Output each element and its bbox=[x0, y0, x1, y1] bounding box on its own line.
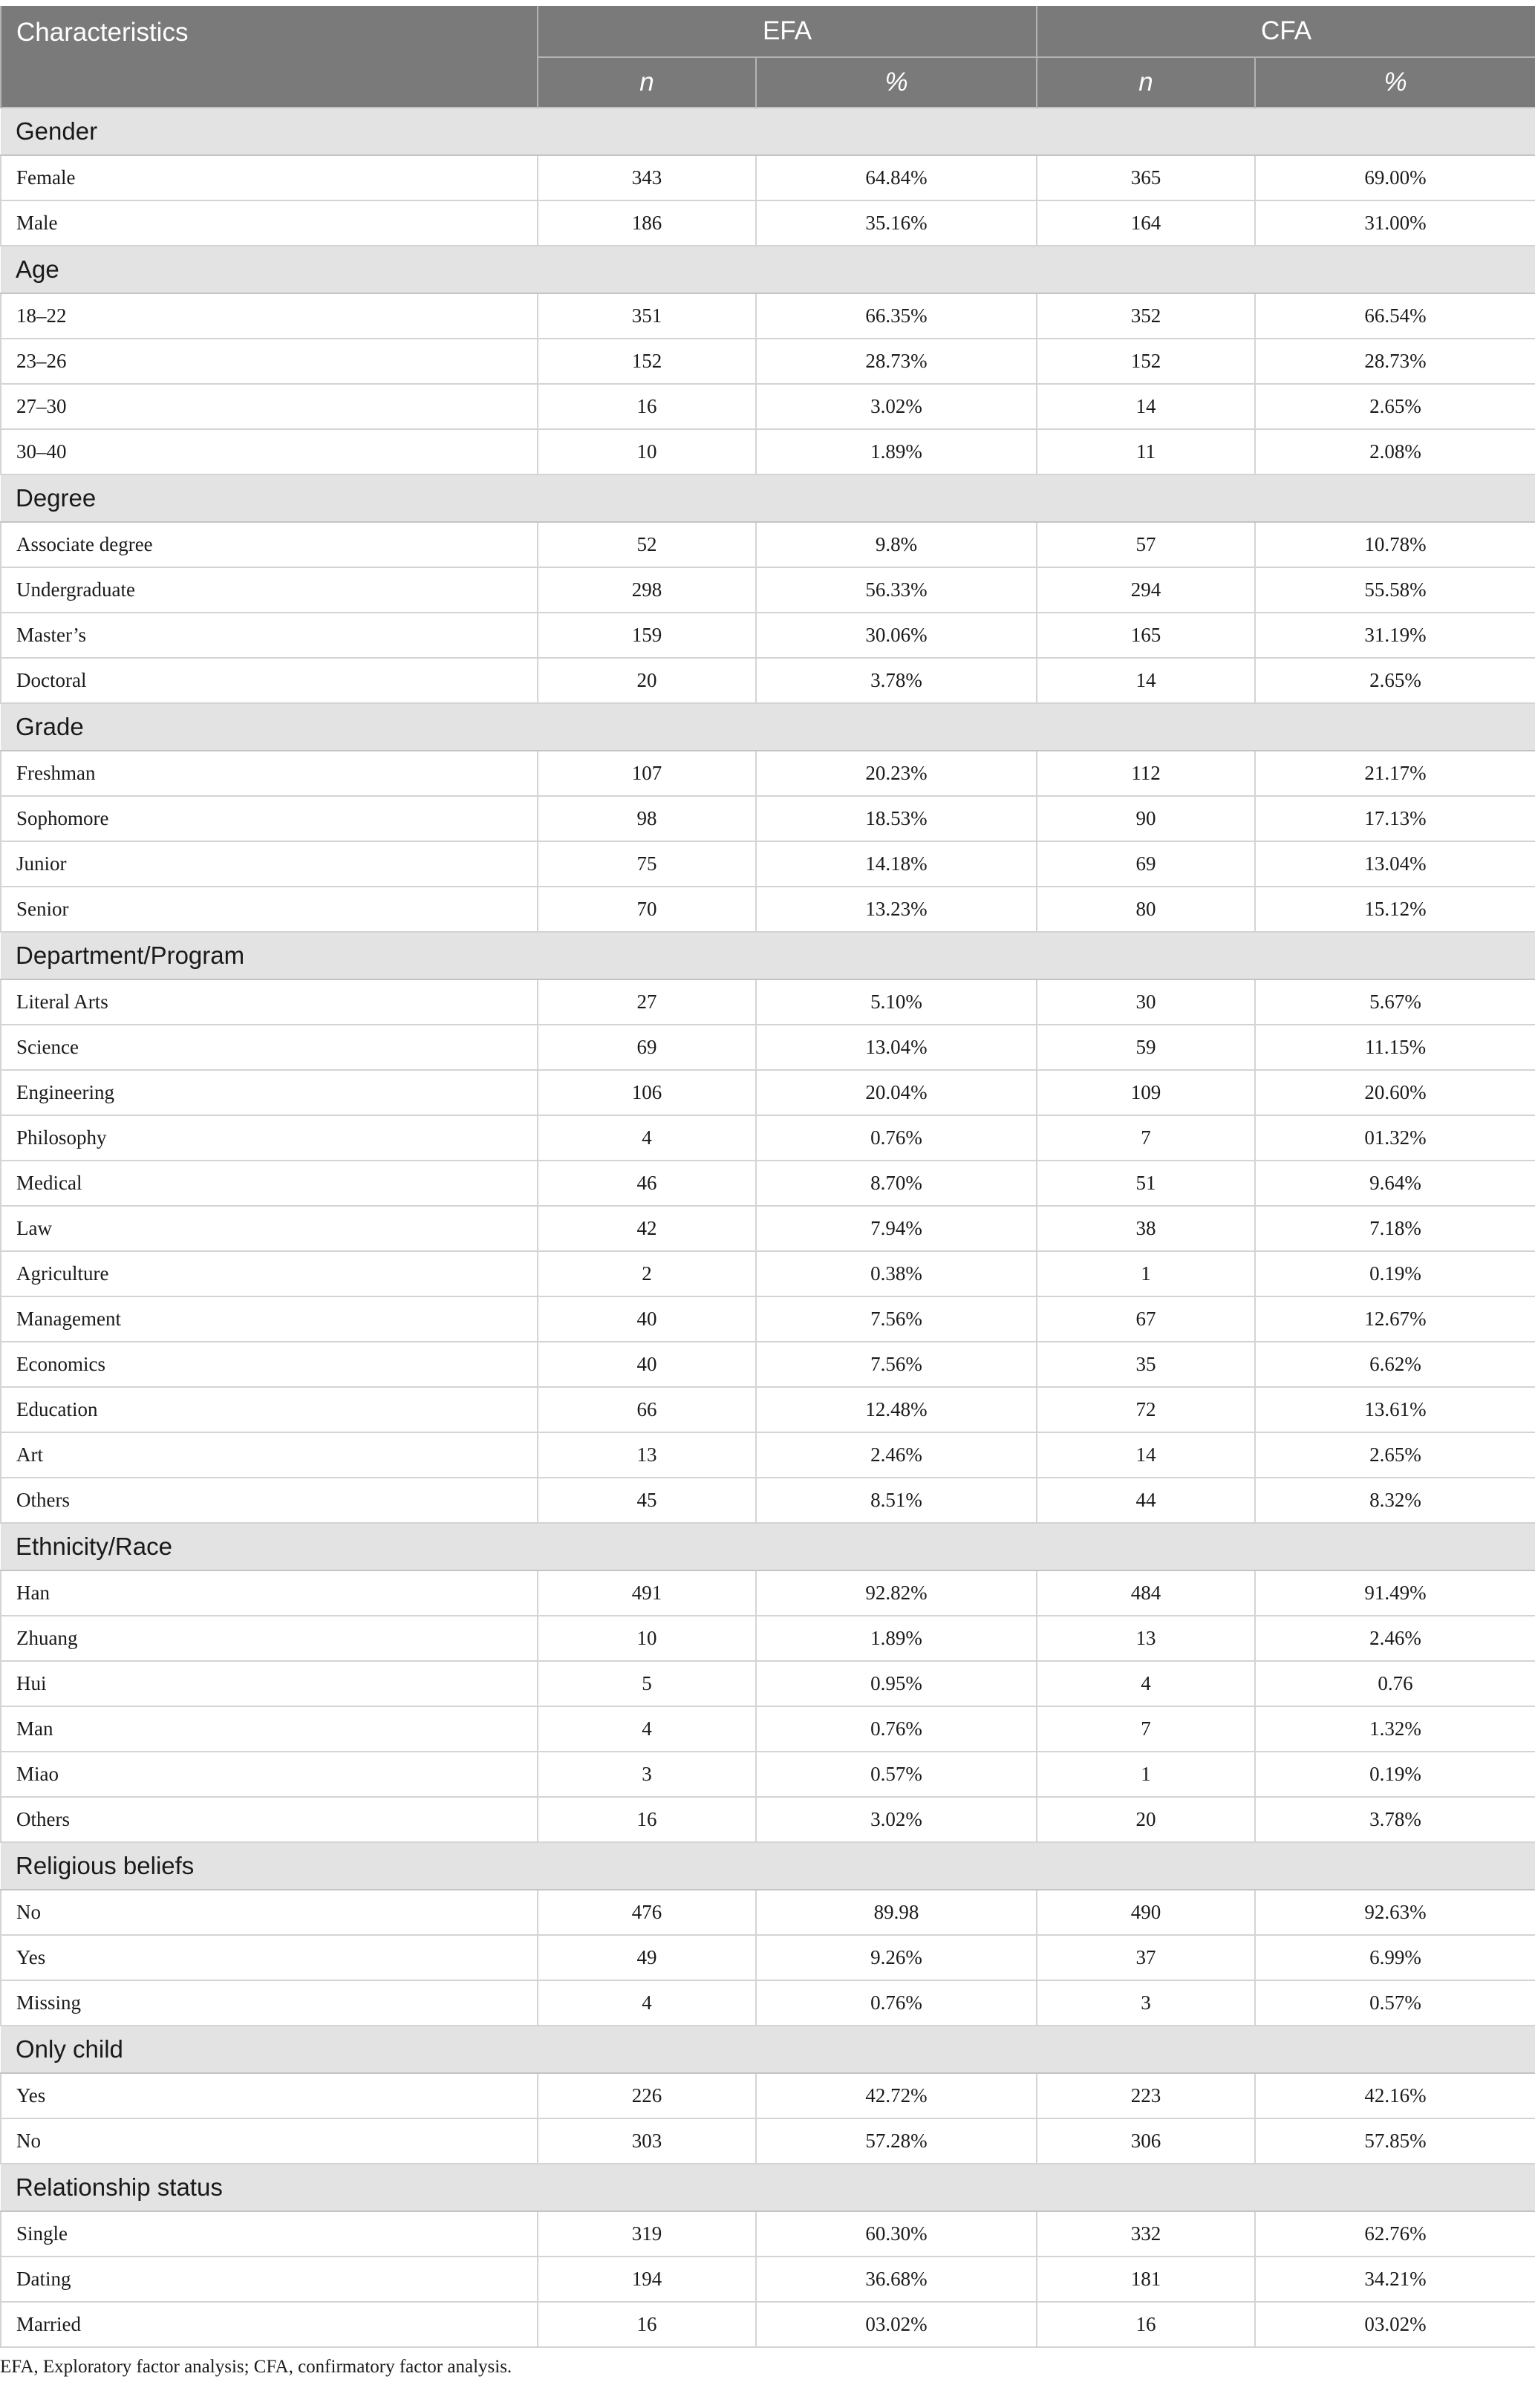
cell-efa-pct: 64.84% bbox=[756, 155, 1037, 200]
cell-label: Married bbox=[1, 2302, 538, 2347]
cell-efa-pct: 7.56% bbox=[756, 1342, 1037, 1387]
cell-cfa-n: 44 bbox=[1037, 1478, 1255, 1523]
cell-efa-n: 343 bbox=[538, 155, 756, 200]
cell-efa-pct: 03.02% bbox=[756, 2302, 1037, 2347]
cell-efa-n: 5 bbox=[538, 1661, 756, 1706]
table-row bbox=[1, 2211, 1535, 2257]
section-title: Ethnicity/Race bbox=[1, 1523, 1535, 1570]
cell-cfa-n: 72 bbox=[1037, 1387, 1255, 1432]
table-row bbox=[1, 200, 1535, 246]
table-row bbox=[1, 1797, 1535, 1842]
cell-cfa-pct: 3.78% bbox=[1255, 1797, 1535, 1842]
cell-cfa-pct: 0.76 bbox=[1255, 1661, 1535, 1706]
cell-cfa-n: 14 bbox=[1037, 658, 1255, 703]
section-row bbox=[1, 703, 1535, 751]
cell-efa-pct: 0.38% bbox=[756, 1251, 1037, 1296]
cell-cfa-n: 490 bbox=[1037, 1890, 1255, 1935]
cell-label: Female bbox=[1, 155, 538, 200]
cell-efa-pct: 0.76% bbox=[756, 1706, 1037, 1752]
cell-cfa-pct: 55.58% bbox=[1255, 567, 1535, 613]
cell-efa-pct: 20.23% bbox=[756, 751, 1037, 796]
cell-efa-n: 52 bbox=[538, 522, 756, 567]
table-row bbox=[1, 887, 1535, 932]
cell-efa-pct: 60.30% bbox=[756, 2211, 1037, 2257]
section-title: Relationship status bbox=[1, 2164, 1535, 2211]
cell-cfa-pct: 31.19% bbox=[1255, 613, 1535, 658]
cell-efa-n: 40 bbox=[538, 1342, 756, 1387]
table-row bbox=[1, 1251, 1535, 1296]
table-row bbox=[1, 339, 1535, 384]
cell-cfa-pct: 62.76% bbox=[1255, 2211, 1535, 2257]
cell-efa-pct: 92.82% bbox=[756, 1570, 1037, 1616]
cell-efa-n: 49 bbox=[538, 1935, 756, 1980]
cell-label: Others bbox=[1, 1478, 538, 1523]
cell-cfa-pct: 13.04% bbox=[1255, 841, 1535, 887]
cell-cfa-pct: 66.54% bbox=[1255, 293, 1535, 339]
table-row bbox=[1, 1570, 1535, 1616]
cell-label: Master’s bbox=[1, 613, 538, 658]
cell-label: Male bbox=[1, 200, 538, 246]
table-row bbox=[1, 1661, 1535, 1706]
cell-efa-pct: 8.51% bbox=[756, 1478, 1037, 1523]
cell-cfa-n: 20 bbox=[1037, 1797, 1255, 1842]
table-row bbox=[1, 1387, 1535, 1432]
cell-efa-pct: 35.16% bbox=[756, 200, 1037, 246]
cell-label: Sophomore bbox=[1, 796, 538, 841]
cell-cfa-pct: 0.19% bbox=[1255, 1251, 1535, 1296]
cell-cfa-n: 112 bbox=[1037, 751, 1255, 796]
cell-label: Yes bbox=[1, 2073, 538, 2118]
cell-cfa-n: 16 bbox=[1037, 2302, 1255, 2347]
cell-label: Science bbox=[1, 1025, 538, 1070]
cell-efa-pct: 57.28% bbox=[756, 2118, 1037, 2164]
cell-label: Management bbox=[1, 1296, 538, 1342]
cell-efa-pct: 28.73% bbox=[756, 339, 1037, 384]
cell-efa-pct: 1.89% bbox=[756, 1616, 1037, 1661]
cell-label: Agriculture bbox=[1, 1251, 538, 1296]
cell-efa-pct: 9.8% bbox=[756, 522, 1037, 567]
cell-efa-pct: 0.57% bbox=[756, 1752, 1037, 1797]
cfa-n-header: n bbox=[1037, 57, 1255, 108]
cell-label: Dating bbox=[1, 2257, 538, 2302]
cell-cfa-pct: 92.63% bbox=[1255, 1890, 1535, 1935]
cell-efa-n: 40 bbox=[538, 1296, 756, 1342]
table-row bbox=[1, 1296, 1535, 1342]
section-title: Degree bbox=[1, 474, 1535, 522]
table-row bbox=[1, 751, 1535, 796]
cell-cfa-pct: 13.61% bbox=[1255, 1387, 1535, 1432]
cell-label: Senior bbox=[1, 887, 538, 932]
cell-cfa-pct: 6.62% bbox=[1255, 1342, 1535, 1387]
cell-efa-n: 10 bbox=[538, 1616, 756, 1661]
cell-efa-pct: 56.33% bbox=[756, 567, 1037, 613]
cell-efa-n: 106 bbox=[538, 1070, 756, 1115]
cell-label: No bbox=[1, 2118, 538, 2164]
cell-efa-pct: 3.02% bbox=[756, 1797, 1037, 1842]
cell-cfa-pct: 5.67% bbox=[1255, 979, 1535, 1025]
cell-efa-pct: 0.76% bbox=[756, 1115, 1037, 1161]
cell-label: 27–30 bbox=[1, 384, 538, 429]
cell-cfa-pct: 20.60% bbox=[1255, 1070, 1535, 1115]
cell-cfa-pct: 34.21% bbox=[1255, 2257, 1535, 2302]
cell-cfa-pct: 0.19% bbox=[1255, 1752, 1535, 1797]
cell-cfa-n: 14 bbox=[1037, 1432, 1255, 1478]
cell-efa-pct: 8.70% bbox=[756, 1161, 1037, 1206]
cell-cfa-n: 165 bbox=[1037, 613, 1255, 658]
cell-efa-pct: 30.06% bbox=[756, 613, 1037, 658]
cell-cfa-n: 365 bbox=[1037, 155, 1255, 200]
table-row bbox=[1, 1206, 1535, 1251]
cell-cfa-pct: 42.16% bbox=[1255, 2073, 1535, 2118]
cell-label: Han bbox=[1, 1570, 538, 1616]
cell-efa-pct: 20.04% bbox=[756, 1070, 1037, 1115]
header-row bbox=[1, 6, 1535, 57]
table-footnote: EFA, Exploratory factor analysis; CFA, confirmatory factor analysis. bbox=[0, 2357, 512, 2377]
cell-efa-pct: 13.23% bbox=[756, 887, 1037, 932]
cell-label: Engineering bbox=[1, 1070, 538, 1115]
cell-efa-pct: 3.78% bbox=[756, 658, 1037, 703]
table-row bbox=[1, 1478, 1535, 1523]
cell-label: Others bbox=[1, 1797, 538, 1842]
cell-cfa-pct: 69.00% bbox=[1255, 155, 1535, 200]
section-title: Grade bbox=[1, 703, 1535, 751]
table-row bbox=[1, 2073, 1535, 2118]
cell-cfa-pct: 31.00% bbox=[1255, 200, 1535, 246]
table-row bbox=[1, 384, 1535, 429]
table-row bbox=[1, 2257, 1535, 2302]
cell-efa-pct: 89.98 bbox=[756, 1890, 1037, 1935]
table-row bbox=[1, 155, 1535, 200]
cell-label: Freshman bbox=[1, 751, 538, 796]
cell-cfa-pct: 10.78% bbox=[1255, 522, 1535, 567]
cell-efa-n: 2 bbox=[538, 1251, 756, 1296]
cell-cfa-pct: 0.57% bbox=[1255, 1980, 1535, 2026]
table-row bbox=[1, 522, 1535, 567]
section-row bbox=[1, 2164, 1535, 2211]
cell-efa-n: 491 bbox=[538, 1570, 756, 1616]
cell-efa-pct: 2.46% bbox=[756, 1432, 1037, 1478]
cell-cfa-n: 223 bbox=[1037, 2073, 1255, 2118]
cell-cfa-pct: 2.46% bbox=[1255, 1616, 1535, 1661]
section-title: Gender bbox=[1, 108, 1535, 155]
cell-cfa-pct: 57.85% bbox=[1255, 2118, 1535, 2164]
cell-cfa-n: 13 bbox=[1037, 1616, 1255, 1661]
cell-label: Junior bbox=[1, 841, 538, 887]
table-header bbox=[1, 6, 1535, 108]
cell-label: Doctoral bbox=[1, 658, 538, 703]
cell-cfa-n: 3 bbox=[1037, 1980, 1255, 2026]
cell-label: Single bbox=[1, 2211, 538, 2257]
section-title: Age bbox=[1, 246, 1535, 293]
cell-label: Associate degree bbox=[1, 522, 538, 567]
cell-label: 18–22 bbox=[1, 293, 538, 339]
cfa-header: CFA bbox=[1037, 6, 1535, 57]
cell-cfa-n: 4 bbox=[1037, 1661, 1255, 1706]
cell-efa-n: 16 bbox=[538, 384, 756, 429]
cell-cfa-pct: 2.65% bbox=[1255, 658, 1535, 703]
cell-cfa-n: 109 bbox=[1037, 1070, 1255, 1115]
cell-label: Education bbox=[1, 1387, 538, 1432]
cell-label: Missing bbox=[1, 1980, 538, 2026]
cell-efa-n: 16 bbox=[538, 1797, 756, 1842]
cell-efa-n: 4 bbox=[538, 1706, 756, 1752]
table-row bbox=[1, 613, 1535, 658]
cell-label: 23–26 bbox=[1, 339, 538, 384]
cell-efa-n: 319 bbox=[538, 2211, 756, 2257]
table-row bbox=[1, 1706, 1535, 1752]
efa-n-header: n bbox=[538, 57, 756, 108]
cell-cfa-n: 1 bbox=[1037, 1251, 1255, 1296]
cell-efa-n: 298 bbox=[538, 567, 756, 613]
cell-cfa-n: 7 bbox=[1037, 1115, 1255, 1161]
table-row bbox=[1, 429, 1535, 474]
table-row bbox=[1, 1935, 1535, 1980]
cell-cfa-pct: 15.12% bbox=[1255, 887, 1535, 932]
cell-cfa-n: 1 bbox=[1037, 1752, 1255, 1797]
cell-efa-pct: 14.18% bbox=[756, 841, 1037, 887]
cell-label: Undergraduate bbox=[1, 567, 538, 613]
section-row bbox=[1, 2026, 1535, 2073]
section-row bbox=[1, 108, 1535, 155]
cell-efa-n: 159 bbox=[538, 613, 756, 658]
cell-cfa-n: 57 bbox=[1037, 522, 1255, 567]
cell-efa-pct: 18.53% bbox=[756, 796, 1037, 841]
cell-cfa-n: 90 bbox=[1037, 796, 1255, 841]
cell-label: Art bbox=[1, 1432, 538, 1478]
cell-label: Medical bbox=[1, 1161, 538, 1206]
cell-cfa-n: 7 bbox=[1037, 1706, 1255, 1752]
cell-efa-n: 16 bbox=[538, 2302, 756, 2347]
cell-efa-pct: 7.56% bbox=[756, 1296, 1037, 1342]
table-row bbox=[1, 1616, 1535, 1661]
cell-efa-n: 186 bbox=[538, 200, 756, 246]
table-row bbox=[1, 1432, 1535, 1478]
table-row bbox=[1, 1890, 1535, 1935]
cell-cfa-pct: 9.64% bbox=[1255, 1161, 1535, 1206]
cell-cfa-pct: 1.32% bbox=[1255, 1706, 1535, 1752]
cell-label: Zhuang bbox=[1, 1616, 538, 1661]
cell-cfa-n: 164 bbox=[1037, 200, 1255, 246]
section-title: Department/Program bbox=[1, 932, 1535, 979]
cell-efa-pct: 7.94% bbox=[756, 1206, 1037, 1251]
cell-cfa-pct: 28.73% bbox=[1255, 339, 1535, 384]
cell-efa-pct: 66.35% bbox=[756, 293, 1037, 339]
cell-cfa-n: 80 bbox=[1037, 887, 1255, 932]
cell-cfa-n: 306 bbox=[1037, 2118, 1255, 2164]
table-row bbox=[1, 841, 1535, 887]
table-row bbox=[1, 1025, 1535, 1070]
section-title: Only child bbox=[1, 2026, 1535, 2073]
demographics-table bbox=[0, 6, 1535, 2348]
cell-label: No bbox=[1, 1890, 538, 1935]
cell-cfa-n: 69 bbox=[1037, 841, 1255, 887]
cell-efa-n: 303 bbox=[538, 2118, 756, 2164]
cell-efa-n: 13 bbox=[538, 1432, 756, 1478]
cell-efa-n: 351 bbox=[538, 293, 756, 339]
cell-label: 30–40 bbox=[1, 429, 538, 474]
cell-efa-n: 46 bbox=[538, 1161, 756, 1206]
cell-efa-pct: 1.89% bbox=[756, 429, 1037, 474]
cell-cfa-pct: 6.99% bbox=[1255, 1935, 1535, 1980]
table-row bbox=[1, 1980, 1535, 2026]
cell-label: Literal Arts bbox=[1, 979, 538, 1025]
cell-efa-n: 69 bbox=[538, 1025, 756, 1070]
table-body bbox=[1, 108, 1535, 2347]
cell-label: Economics bbox=[1, 1342, 538, 1387]
table-row bbox=[1, 1115, 1535, 1161]
table-row bbox=[1, 658, 1535, 703]
cell-label: Law bbox=[1, 1206, 538, 1251]
cell-cfa-n: 67 bbox=[1037, 1296, 1255, 1342]
cell-efa-n: 20 bbox=[538, 658, 756, 703]
cell-cfa-n: 30 bbox=[1037, 979, 1255, 1025]
cell-cfa-pct: 2.08% bbox=[1255, 429, 1535, 474]
section-row bbox=[1, 932, 1535, 979]
cell-efa-pct: 42.72% bbox=[756, 2073, 1037, 2118]
cell-label: Hui bbox=[1, 1661, 538, 1706]
cell-cfa-n: 59 bbox=[1037, 1025, 1255, 1070]
cell-cfa-pct: 7.18% bbox=[1255, 1206, 1535, 1251]
cell-efa-n: 4 bbox=[538, 1980, 756, 2026]
section-title: Religious beliefs bbox=[1, 1842, 1535, 1890]
cell-label: Miao bbox=[1, 1752, 538, 1797]
table-row bbox=[1, 567, 1535, 613]
cell-efa-n: 194 bbox=[538, 2257, 756, 2302]
table-row bbox=[1, 979, 1535, 1025]
section-row bbox=[1, 474, 1535, 522]
cell-cfa-pct: 17.13% bbox=[1255, 796, 1535, 841]
cell-efa-n: 42 bbox=[538, 1206, 756, 1251]
cell-cfa-n: 11 bbox=[1037, 429, 1255, 474]
cell-cfa-pct: 2.65% bbox=[1255, 384, 1535, 429]
cell-efa-pct: 13.04% bbox=[756, 1025, 1037, 1070]
cell-cfa-pct: 01.32% bbox=[1255, 1115, 1535, 1161]
characteristics-header: Characteristics bbox=[1, 6, 538, 108]
cell-cfa-pct: 8.32% bbox=[1255, 1478, 1535, 1523]
cell-cfa-n: 35 bbox=[1037, 1342, 1255, 1387]
cell-efa-n: 3 bbox=[538, 1752, 756, 1797]
section-row bbox=[1, 1523, 1535, 1570]
table-row bbox=[1, 1161, 1535, 1206]
table-row bbox=[1, 2118, 1535, 2164]
cell-cfa-n: 14 bbox=[1037, 384, 1255, 429]
cell-efa-pct: 0.95% bbox=[756, 1661, 1037, 1706]
cell-efa-n: 107 bbox=[538, 751, 756, 796]
cell-cfa-pct: 91.49% bbox=[1255, 1570, 1535, 1616]
cell-efa-pct: 3.02% bbox=[756, 384, 1037, 429]
cell-cfa-pct: 2.65% bbox=[1255, 1432, 1535, 1478]
cell-cfa-n: 484 bbox=[1037, 1570, 1255, 1616]
cell-cfa-n: 332 bbox=[1037, 2211, 1255, 2257]
cell-efa-n: 70 bbox=[538, 887, 756, 932]
cell-cfa-n: 294 bbox=[1037, 567, 1255, 613]
cell-efa-n: 476 bbox=[538, 1890, 756, 1935]
table-row bbox=[1, 2302, 1535, 2347]
table-row bbox=[1, 293, 1535, 339]
cell-efa-n: 4 bbox=[538, 1115, 756, 1161]
cell-efa-n: 27 bbox=[538, 979, 756, 1025]
section-row bbox=[1, 1842, 1535, 1890]
cell-cfa-n: 51 bbox=[1037, 1161, 1255, 1206]
cell-efa-n: 98 bbox=[538, 796, 756, 841]
table-row bbox=[1, 1070, 1535, 1115]
cell-cfa-pct: 03.02% bbox=[1255, 2302, 1535, 2347]
cell-efa-n: 152 bbox=[538, 339, 756, 384]
cell-efa-n: 226 bbox=[538, 2073, 756, 2118]
cell-efa-n: 66 bbox=[538, 1387, 756, 1432]
cell-efa-pct: 12.48% bbox=[756, 1387, 1037, 1432]
cell-efa-n: 10 bbox=[538, 429, 756, 474]
cell-cfa-n: 152 bbox=[1037, 339, 1255, 384]
cell-cfa-pct: 12.67% bbox=[1255, 1296, 1535, 1342]
table-row bbox=[1, 1342, 1535, 1387]
efa-pct-header: % bbox=[756, 57, 1037, 108]
cell-label: Philosophy bbox=[1, 1115, 538, 1161]
cell-efa-pct: 0.76% bbox=[756, 1980, 1037, 2026]
cell-efa-n: 45 bbox=[538, 1478, 756, 1523]
cell-label: Yes bbox=[1, 1935, 538, 1980]
cell-cfa-pct: 21.17% bbox=[1255, 751, 1535, 796]
cell-efa-n: 75 bbox=[538, 841, 756, 887]
cell-cfa-n: 352 bbox=[1037, 293, 1255, 339]
cfa-pct-header: % bbox=[1255, 57, 1535, 108]
cell-cfa-n: 37 bbox=[1037, 1935, 1255, 1980]
cell-efa-pct: 36.68% bbox=[756, 2257, 1037, 2302]
cell-label: Man bbox=[1, 1706, 538, 1752]
cell-cfa-pct: 11.15% bbox=[1255, 1025, 1535, 1070]
cell-cfa-n: 38 bbox=[1037, 1206, 1255, 1251]
cell-efa-pct: 5.10% bbox=[756, 979, 1037, 1025]
table-row bbox=[1, 796, 1535, 841]
table-row bbox=[1, 1752, 1535, 1797]
section-row bbox=[1, 246, 1535, 293]
cell-cfa-n: 181 bbox=[1037, 2257, 1255, 2302]
efa-header: EFA bbox=[538, 6, 1037, 57]
table-container bbox=[0, 6, 1535, 2378]
cell-efa-pct: 9.26% bbox=[756, 1935, 1037, 1980]
